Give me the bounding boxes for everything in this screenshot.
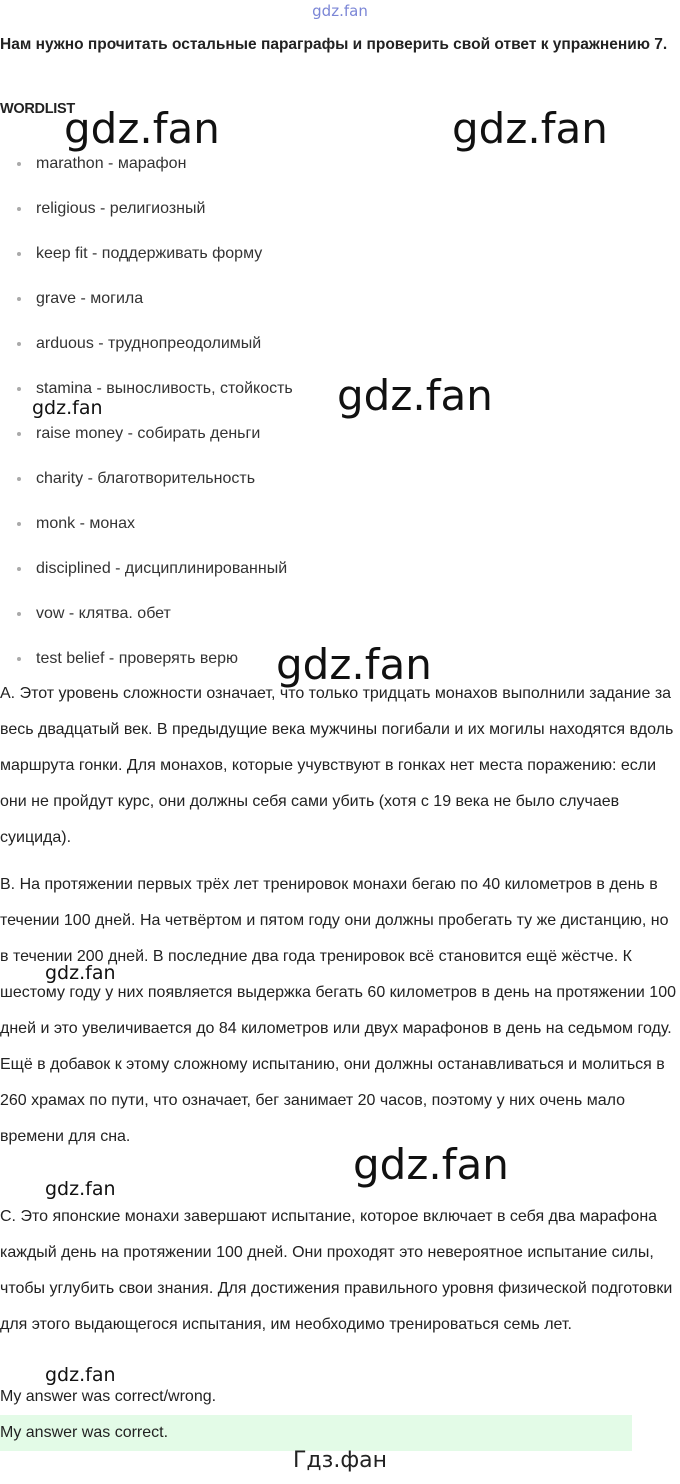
- watermark: gdz.fan: [32, 397, 103, 419]
- watermark: gdz.fan: [45, 1178, 116, 1200]
- paragraph-a: A. Этот уровень сложности означает, что только тридцать монахов выполнили задание за весь двадцатый век. В предыдущие века мужчины погибали и их могилы находятся вдоль маршрута гонки. Для монахов, которые учувствуют в гонках нет места поражению: если они не пройдут курс, они должны себя сами убить (хотя с 19 века не было случаев суицида).: [0, 685, 674, 846]
- wordlist-item: [0, 551, 293, 596]
- bullet-icon: [17, 207, 21, 211]
- bullet-icon: [17, 567, 21, 571]
- wordlist-item-text: monk - монах: [36, 515, 135, 532]
- wordlist-item-text: charity - благотворительность: [36, 470, 256, 487]
- page-heading: Нам нужно прочитать остальные параграфы и проверить свой ответ к упражнению 7.: [0, 36, 668, 53]
- wordlist-item: [0, 596, 293, 641]
- watermark: gdz.fan: [276, 640, 432, 689]
- paragraph-c: C. Это японские монахи завершают испытание, которое включает в себя два марафона каждый день на протяжении 100 дней. Они проходят это невероятное испытание силы, чтобы углубить свои знания. Для достижения правильного уровня физической подготовки для этого выдающегося испытания, им необходимо тренироваться семь лет.: [0, 1208, 673, 1333]
- bullet-icon: [17, 432, 21, 436]
- wordlist-item-text: grave - могила: [36, 290, 144, 307]
- answer-prompt: My answer was correct/wrong.: [0, 1388, 217, 1405]
- wordlist-item: [0, 506, 293, 551]
- wordlist-item-text: raise money - собирать деньги: [36, 425, 261, 442]
- wordlist-item: [0, 281, 293, 326]
- bullet-icon: [17, 342, 21, 346]
- wordlist-item-text: keep fit - поддерживать форму: [36, 245, 263, 262]
- wordlist-title: WORDLIST: [0, 101, 75, 117]
- wordlist-item: [0, 191, 293, 236]
- footer-brand[interactable]: Гдз.фан: [293, 1448, 387, 1473]
- bullet-icon: [17, 297, 21, 301]
- paragraph-b: B. На протяжении первых трёх лет тренировок монахи бегаю по 40 километров в день в течении 100 дней. На четвёртом и пятом году они должны пробегать ту же дистанцию, но в течении 200 дней. В последние два года тренировок всё становится ещё жёстче. К шестому году у них появляется выдержка бегать 60 километров в день на протяжении 100 дней и это увеличивается до 84 километров или двух марафонов в день на седьмом году. Ещё в добавок к этому сложному испытанию, они должны останавливаться и молиться в 260 храмах по пути, что означает, бег занимает 20 часов, поэтому у них очень мало времени для сна.: [0, 876, 676, 1145]
- bullet-icon: [17, 477, 21, 481]
- answer-box: My answer was correct.: [0, 1415, 632, 1451]
- watermark: gdz.fan: [64, 104, 220, 153]
- wordlist-item-text: test belief - проверять верю: [36, 650, 238, 667]
- watermark: gdz.fan: [45, 1364, 116, 1386]
- bullet-icon: [17, 657, 21, 661]
- bullet-icon: [17, 252, 21, 256]
- bullet-icon: [17, 387, 21, 391]
- watermark: gdz.fan: [45, 962, 116, 984]
- wordlist-item: [0, 416, 293, 461]
- wordlist-item: [0, 326, 293, 371]
- bullet-icon: [17, 522, 21, 526]
- wordlist-item-text: stamina - выносливость, стойкость: [36, 380, 293, 397]
- watermark: gdz.fan: [353, 1140, 509, 1189]
- wordlist-item-text: disciplined - дисциплинированный: [36, 560, 288, 577]
- wordlist-item-text: arduous - труднопреодолимый: [36, 335, 262, 352]
- watermark: gdz.fan: [452, 104, 608, 153]
- bullet-icon: [17, 612, 21, 616]
- site-brand[interactable]: gdz.fan: [312, 2, 368, 20]
- wordlist-item-text: marathon - марафон: [36, 155, 187, 172]
- wordlist-item-text: religious - религиозный: [36, 200, 206, 217]
- wordlist-item: [0, 461, 293, 506]
- watermark: gdz.fan: [337, 371, 493, 420]
- wordlist-item: [0, 236, 293, 281]
- bullet-icon: [17, 162, 21, 166]
- wordlist-item-text: vow - клятва. обет: [36, 605, 171, 622]
